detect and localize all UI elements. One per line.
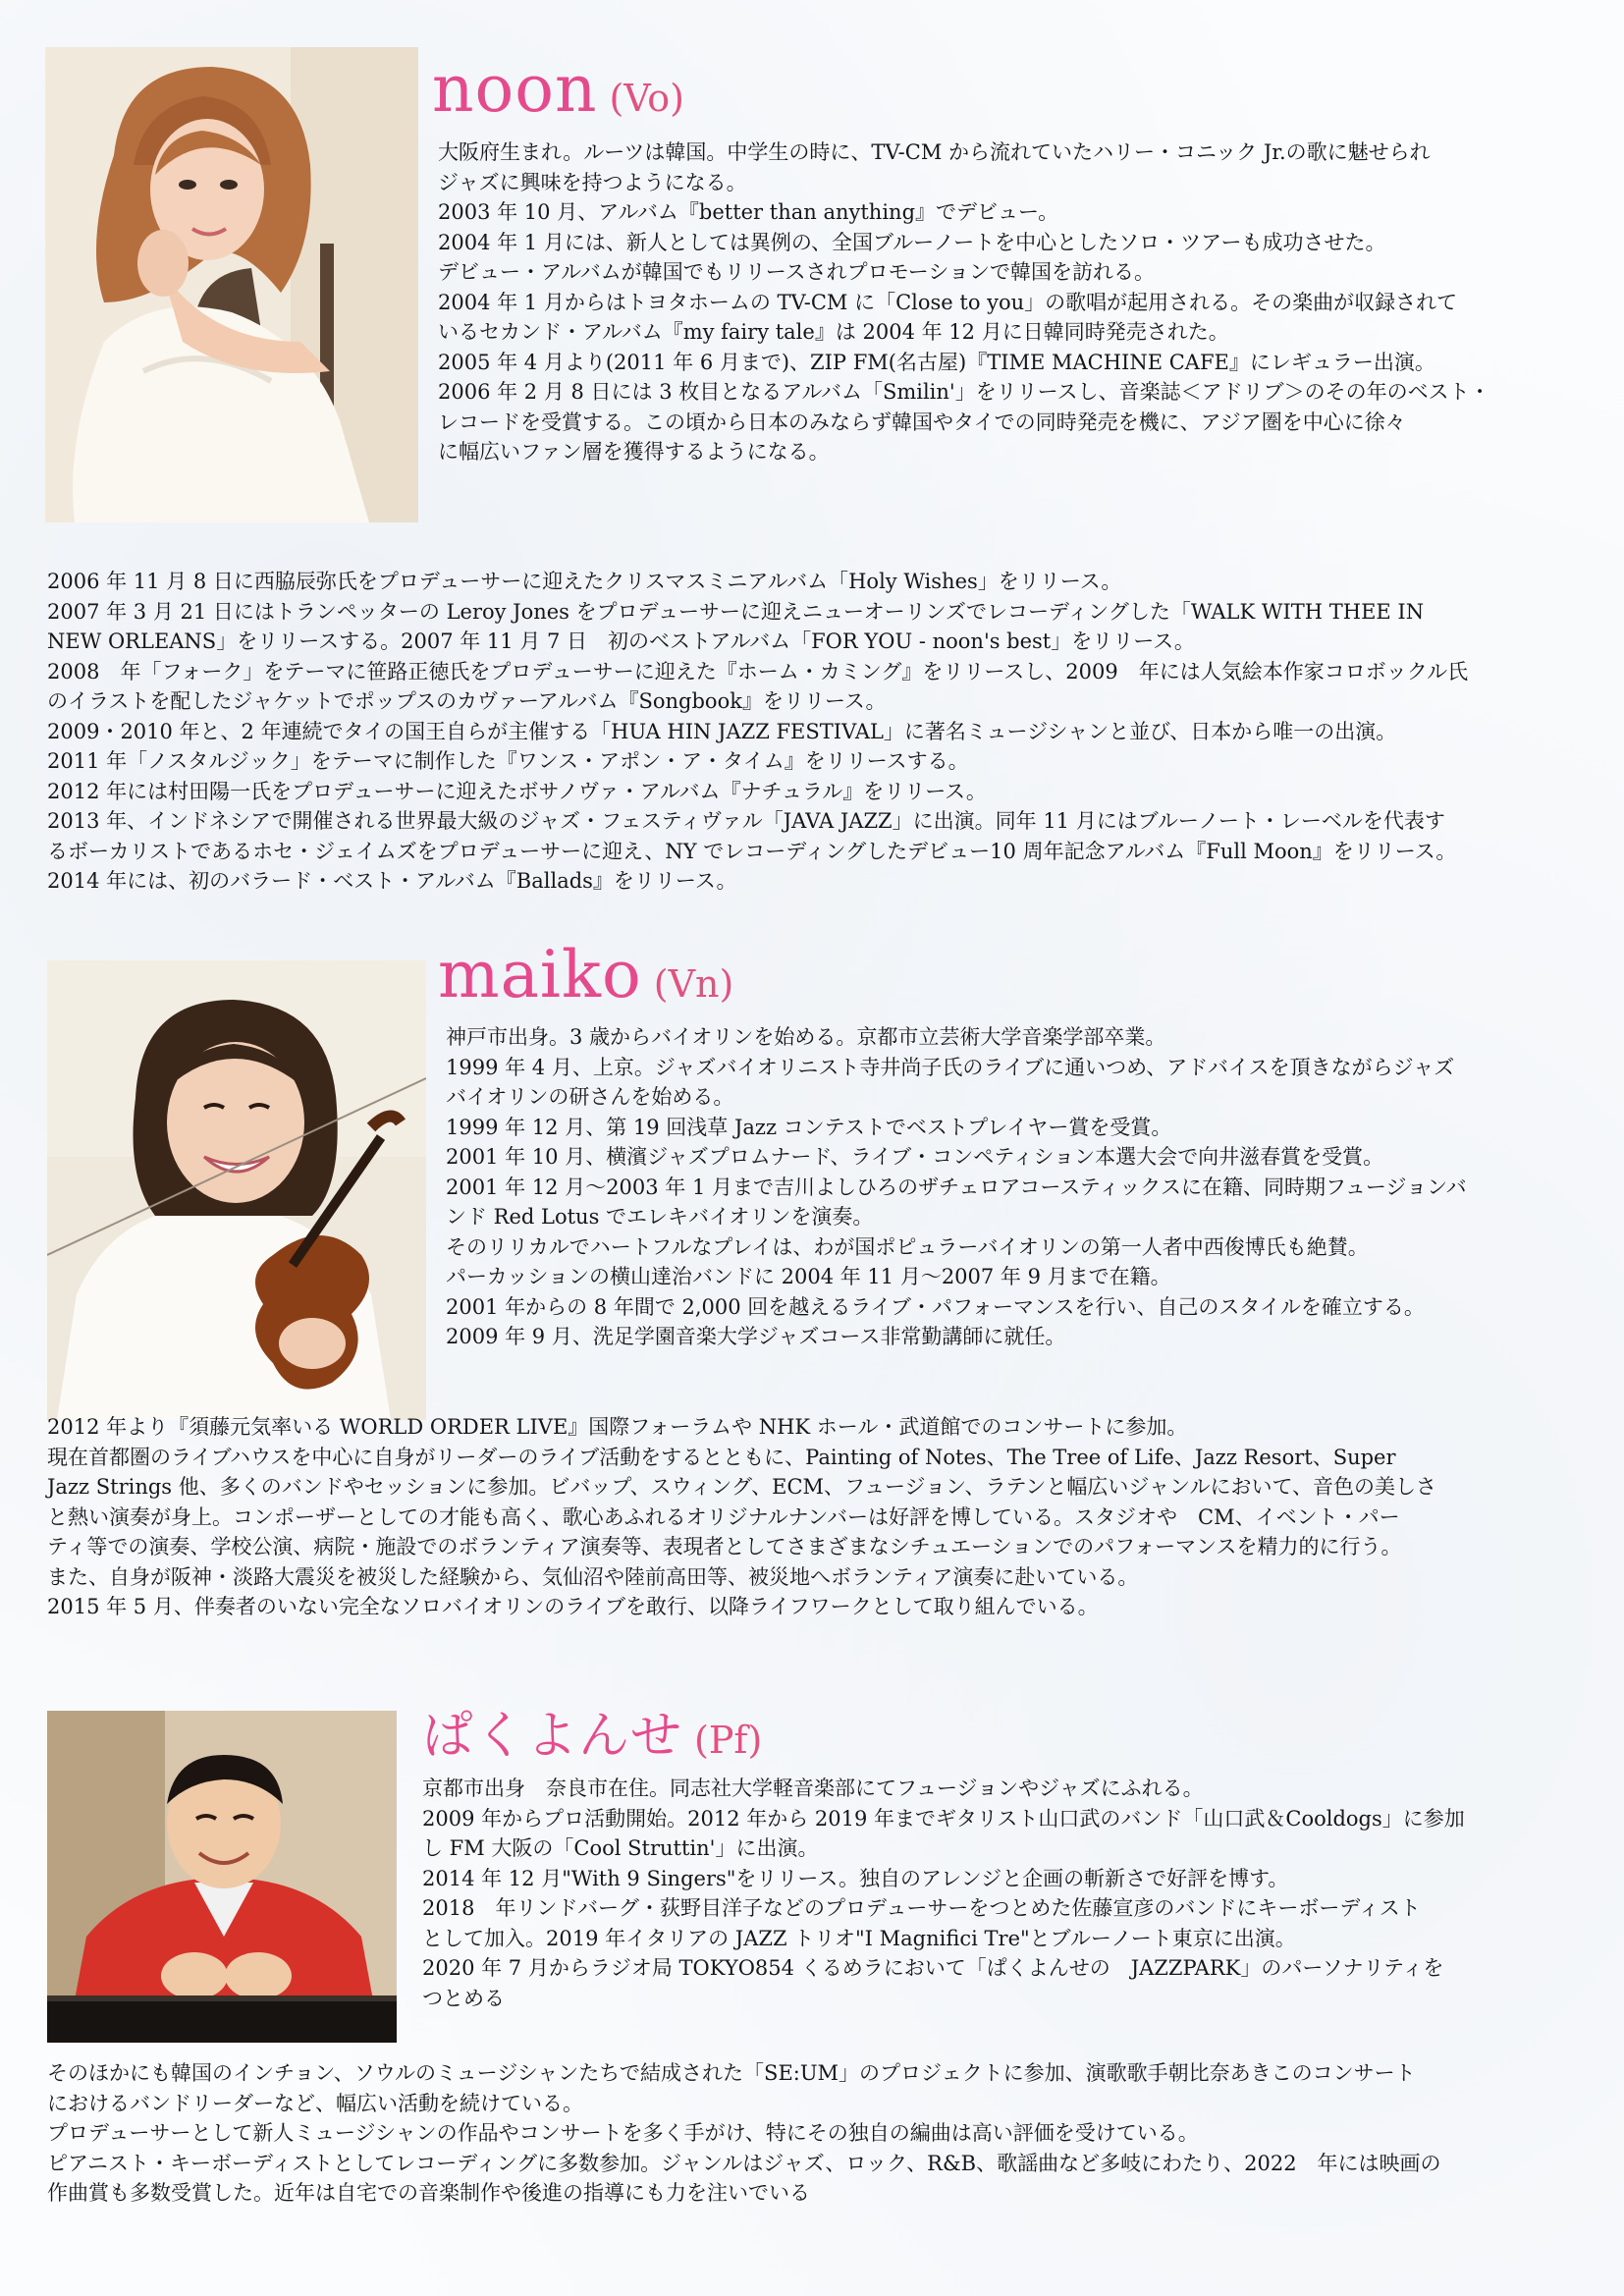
text-line: 2001 年からの 8 年間で 2,000 回を越えるライブ・パフォーマンスを行い、自己のスタイルを確立する。 <box>446 1294 1425 1319</box>
text-line: 2004 年 1 月からはトヨタホームの TV-CM に「Close to you」の歌唱が起用される。その楽曲が収録されて <box>438 290 1458 314</box>
text-line: 1999 年 12 月、第 19 回浅草 Jazz コンテストでベストプレイヤー賞を受賞。 <box>446 1115 1172 1139</box>
text-line: そのほかにも韓国のインチョン、ソウルのミュージシャンたちで結成された「SE:UM」のプロジェクトに参加、演歌歌手朝比奈あきこのコンサート <box>47 2061 1416 2085</box>
text-line: 現在首都圏のライブハウスを中心に自身がリーダーのライブ活動をするとともに、Painting of Notes、The Tree of Life、Jazz Resort、Super <box>47 1445 1396 1469</box>
text-line: 2013 年、インドネシアで開催される世界最大級のジャズ・フェスティヴァル「JAVA JAZZ」に出演。同年 11 月にはブルーノート・レーベルを代表す <box>47 809 1445 833</box>
text-line: 2006 年 11 月 8 日に西脇辰弥氏をプロデューサーに迎えたクリスマスミニアルバム「Holy Wishes」をリリース。 <box>47 570 1122 593</box>
text-line: 2018 年リンドバーグ・荻野目洋子などのプロデューサーをつとめた佐藤宣彦のバンドにキーボーディスト <box>422 1896 1421 1920</box>
text-line: 2001 年 10 月、横濱ジャズプロムナード、ライブ・コンペティション本選大会で向井滋春賞を受賞。 <box>446 1145 1384 1169</box>
text-line: 2009・2010 年と、2 年連続でタイの国王自らが主催する「HUA HIN JAZZ FESTIVAL」に著名ミュージシャンと並び、日本から唯一の出演。 <box>47 719 1397 743</box>
noon-full-text <box>47 567 1598 897</box>
artist-part: (Pf) <box>694 1719 763 1762</box>
text-line: 2015 年 5 月、伴奏者のいない完全なソロバイオリンのライブを敢行、以降ライフワークとして取り組んでいる。 <box>47 1595 1099 1618</box>
text-line: のイラストを配したジャケットでポップスのカヴァーアルバム『Songbook』をリリース。 <box>47 689 887 713</box>
text-line: 2014 年には、初のバラード・ベスト・アルバム『Ballads』をリリース。 <box>47 869 737 893</box>
text-line: 神戸市出身。3 歳からバイオリンを始める。京都市立芸術大学音楽学部卒業。 <box>446 1025 1166 1049</box>
artist-name: maiko <box>438 937 642 1012</box>
text-line: また、自身が阪神・淡路大震災を被災した経験から、気仙沼や陸前高田等、被災地へボランティア演奏に赴いている。 <box>47 1564 1139 1589</box>
text-line: 大阪府生まれ。ルーツは韓国。中学生の時に、TV-CM から流れていたハリー・コニック Jr.の歌に魅せられ <box>438 140 1431 164</box>
text-line: 作曲賞も多数受賞した。近年は自宅での音楽制作や後進の指導にも力を注いでいる <box>47 2181 810 2205</box>
artist-name: ぱくよんせ <box>422 1707 683 1766</box>
text-line: デビュー・アルバムが韓国でもリリースされプロモーションで韓国を訪れる。 <box>438 260 1155 284</box>
pakyonse-photo <box>47 1711 397 2043</box>
text-line: 2006 年 2 月 8 日には 3 枚目となるアルバム「Smilin'」をリリースし、音楽誌＜アドリブ＞のその年のベスト・ <box>438 380 1490 404</box>
text-line: そのリリカルでハートフルなプレイは、わが国ポピュラーバイオリンの第一人者中西俊博氏も絶賛。 <box>446 1234 1369 1259</box>
pakyonse-title <box>422 1707 763 1766</box>
maiko-side-text <box>446 1022 1597 1352</box>
text-line: ジャズに興味を持つようになる。 <box>438 170 747 194</box>
text-line: 1999 年 4 月、上京。ジャズバイオリニスト寺井尚子氏のライブに通いつめ、アドバイスを頂きながらジャズ <box>446 1055 1455 1079</box>
maiko-title <box>438 937 734 1012</box>
text-line: として加入。2019 年イタリアの JAZZ トリオ"I Magnifici Tre"とブルーノート東京に出演。 <box>422 1926 1296 1950</box>
text-line: 京都市出身 奈良市在住。同志社大学軽音楽部にてフュージョンやジャズにふれる。 <box>422 1777 1204 1800</box>
text-line: 2012 年より『須藤元気率いる WORLD ORDER LIVE』国際フォーラムや NHK ホール・武道館でのコンサートに参加。 <box>47 1415 1188 1439</box>
artist-part: (Vo) <box>609 77 684 120</box>
text-line: いるセカンド・アルバム『my fairy tale』は 2004 年 12 月に日韓同時発売された。 <box>438 320 1229 344</box>
text-line: プロデューサーとして新人ミュージシャンの作品やコンサートを多く手がけ、特にその独自の編曲は高い評価を受けている。 <box>47 2121 1199 2145</box>
text-line: パーカッションの横山達治バンドに 2004 年 11 月～2007 年 9 月まで在籍。 <box>446 1265 1171 1288</box>
text-line: ンド Red Lotus でエレキバイオリンを演奏。 <box>446 1205 874 1229</box>
text-line: 2005 年 4 月より(2011 年 6 月まで)、ZIP FM(名古屋)『TIME MACHINE CAFE』にレギュラー出演。 <box>438 350 1435 374</box>
noon-photo <box>45 47 418 522</box>
text-line: レコードを受賞する。この頃から日本のみならず韓国やタイでの同時発売を機に、アジア圏を中心に徐々 <box>438 410 1406 434</box>
text-line: と熱い演奏が身上。コンポーザーとしての才能も高く、歌心あふれるオリジナルナンバーは好評を博している。スタジオや CM、イベント・パー <box>47 1504 1400 1529</box>
text-line: 2001 年 12 月～2003 年 1 月まで吉川よしひろのザチェロアコースティックスに在籍、同時期フュージョンバ <box>446 1175 1467 1199</box>
text-line: 2009 年からプロ活動開始。2012 年から 2019 年までギタリスト山口武のバンド「山口武＆Cooldogs」に参加 <box>422 1806 1465 1831</box>
pakyonse-side-text <box>422 1774 1597 2013</box>
text-line: し FM 大阪の「Cool Struttin'」に出演。 <box>422 1836 819 1860</box>
text-line: に幅広いファン層を獲得するようになる。 <box>438 440 830 464</box>
text-line: におけるバンドリーダーなど、幅広い活動を続けている。 <box>47 2091 583 2115</box>
text-line: ティ等での演奏、学校公演、病院・施設でのボランティア演奏等、表現者としてさまざまなシチュエーションでのパフォーマンスを精力的に行う。 <box>47 1535 1402 1558</box>
text-line: 2009 年 9 月、洗足学園音楽大学ジャズコース非常勤講師に就任。 <box>446 1325 1066 1348</box>
maiko-full-text <box>47 1412 1598 1622</box>
artist-part: (Vn) <box>653 962 734 1006</box>
text-line: 2004 年 1 月には、新人としては異例の、全国ブルーノートを中心としたソロ・ツアーも成功させた。 <box>438 230 1386 254</box>
text-line: 2011 年「ノスタルジック」をテーマに制作した『ワンス・アポン・ア・タイム』をリリースする。 <box>47 749 969 773</box>
text-line: Jazz Strings 他、多くのバンドやセッションに参加。ビバップ、スウィング、ECM、フュージョン、ラテンと幅広いジャンルにおいて、音色の美しさ <box>47 1475 1437 1499</box>
pakyonse-full-text <box>47 2058 1598 2209</box>
text-line: 2012 年には村田陽一氏をプロデューサーに迎えたボサノヴァ・アルバム『ナチュラル』をリリース。 <box>47 779 987 803</box>
text-line: NEW ORLEANS」をリリースする。2007 年 11 月 7 日 初のベストアルバム「FOR YOU - noon's best」をリリース。 <box>47 629 1195 653</box>
noon-title <box>432 51 684 127</box>
text-line: 2003 年 10 月、アルバム『better than anything』でデビュー。 <box>438 200 1059 224</box>
text-line: バイオリンの研さんを始める。 <box>446 1085 734 1109</box>
text-line: るボーカリストであるホセ・ジェイムズをプロデューサーに迎え、NY でレコーディングしたデビュー10 周年記念アルバム『Full Moon』をリリース。 <box>47 839 1457 863</box>
text-line: ピアニスト・キーボーディストとしてレコーディングに多数参加。ジャンルはジャズ、ロック、R&B、歌謡曲など多岐にわたり、2022 年には映画の <box>47 2151 1441 2175</box>
maiko-portrait-illustration <box>47 960 426 1420</box>
text-line: 2014 年 12 月"With 9 Singers"をリリース。独自のアレンジと企画の斬新さで好評を博す。 <box>422 1866 1289 1890</box>
text-line: 2008 年「フォーク」をテーマに笹路正徳氏をプロデューサーに迎えた『ホーム・カミング』をリリースし、2009 年には人気絵本作家コロボックル氏 <box>47 659 1469 683</box>
text-line: 2020 年 7 月からラジオ局 TOKYO854 くるめラにおいて「ぱくよんせの JAZZPARK」のパーソナリティを <box>422 1956 1444 1980</box>
pakyonse-portrait-illustration <box>47 1711 397 2043</box>
noon-side-text <box>438 137 1597 467</box>
maiko-photo <box>47 960 426 1420</box>
noon-portrait-illustration <box>45 47 418 522</box>
artist-name: noon <box>432 51 598 127</box>
text-line: つとめる <box>422 1986 505 2010</box>
text-line: 2007 年 3 月 21 日にはトランペッターの Leroy Jones をプロデューサーに迎えニューオーリンズでレコーディングした「WALK WITH THEE IN <box>47 599 1425 624</box>
